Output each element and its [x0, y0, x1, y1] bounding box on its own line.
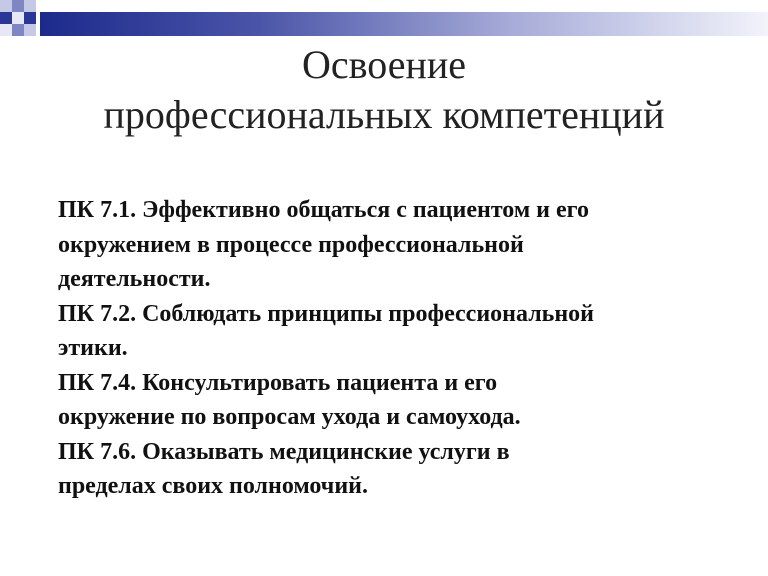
competency-line: ПК 7.2. Соблюдать принципы профессиональной [58, 300, 595, 327]
decorative-square [12, 12, 24, 24]
slide-title-line: профессиональных компетенций [103, 92, 665, 137]
decorative-square [12, 24, 24, 36]
slide-title-line: Освоение [301, 42, 467, 87]
competency-line: ПК 7.4. Консультировать пациента и его [58, 369, 498, 396]
competency-list [58, 193, 748, 504]
competency-line: ПК 7.6. Оказывать медицинские услуги в [58, 438, 510, 465]
competency-line: пределах своих полномочий. [58, 473, 368, 499]
decorative-square [12, 0, 24, 12]
decorative-square [0, 24, 12, 36]
decorative-square [0, 12, 12, 24]
decorative-square [24, 0, 36, 12]
decorative-square [24, 12, 36, 24]
decorative-gradient-bar [40, 12, 768, 36]
competency-line: ПК 7.1. Эффективно общаться с пациентом и его [58, 197, 589, 223]
decorative-square [0, 0, 12, 12]
competency-line: деятельности. [58, 266, 211, 292]
competency-line: этики. [58, 335, 128, 361]
competency-line: окружение по вопросам ухода и самоухода. [58, 404, 521, 430]
slide-title [0, 40, 768, 140]
decorative-square [24, 24, 36, 36]
competency-line: окружением в процессе профессиональной [58, 231, 524, 258]
